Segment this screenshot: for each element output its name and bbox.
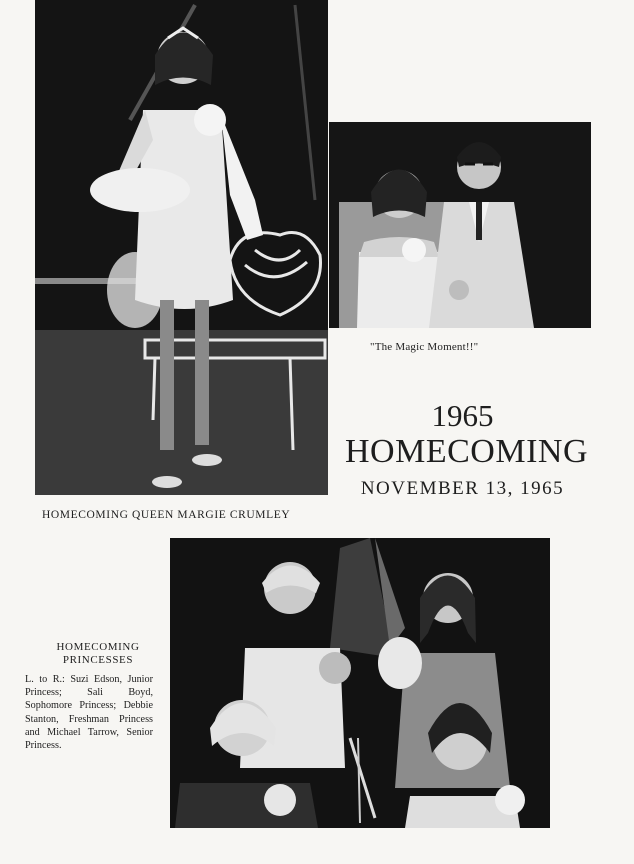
event-title: HOMECOMING [345,433,588,470]
magic-moment-photo [329,122,591,328]
event-year: 1965 [431,398,494,433]
princesses-caption: L. to R.: Suzi Edson, Junior Princess; Sali Boyd, Sophomore Princess; Debbie Stanton, Freshman Princess and Michael Tarrow, Senior Princess. [25,674,153,752]
queen-photo [35,0,328,495]
magic-moment-caption: "The Magic Moment!!" [370,341,479,353]
queen-caption: HOMECOMING QUEEN MARGIE CRUMLEY [42,509,291,521]
princesses-heading-line2: PRINCESSES [62,654,134,666]
event-date: NOVEMBER 13, 1965 [360,478,565,499]
princesses-heading [36,641,160,667]
princesses-photo [170,538,550,828]
princesses-heading-line1: HOMECOMING [56,641,140,653]
